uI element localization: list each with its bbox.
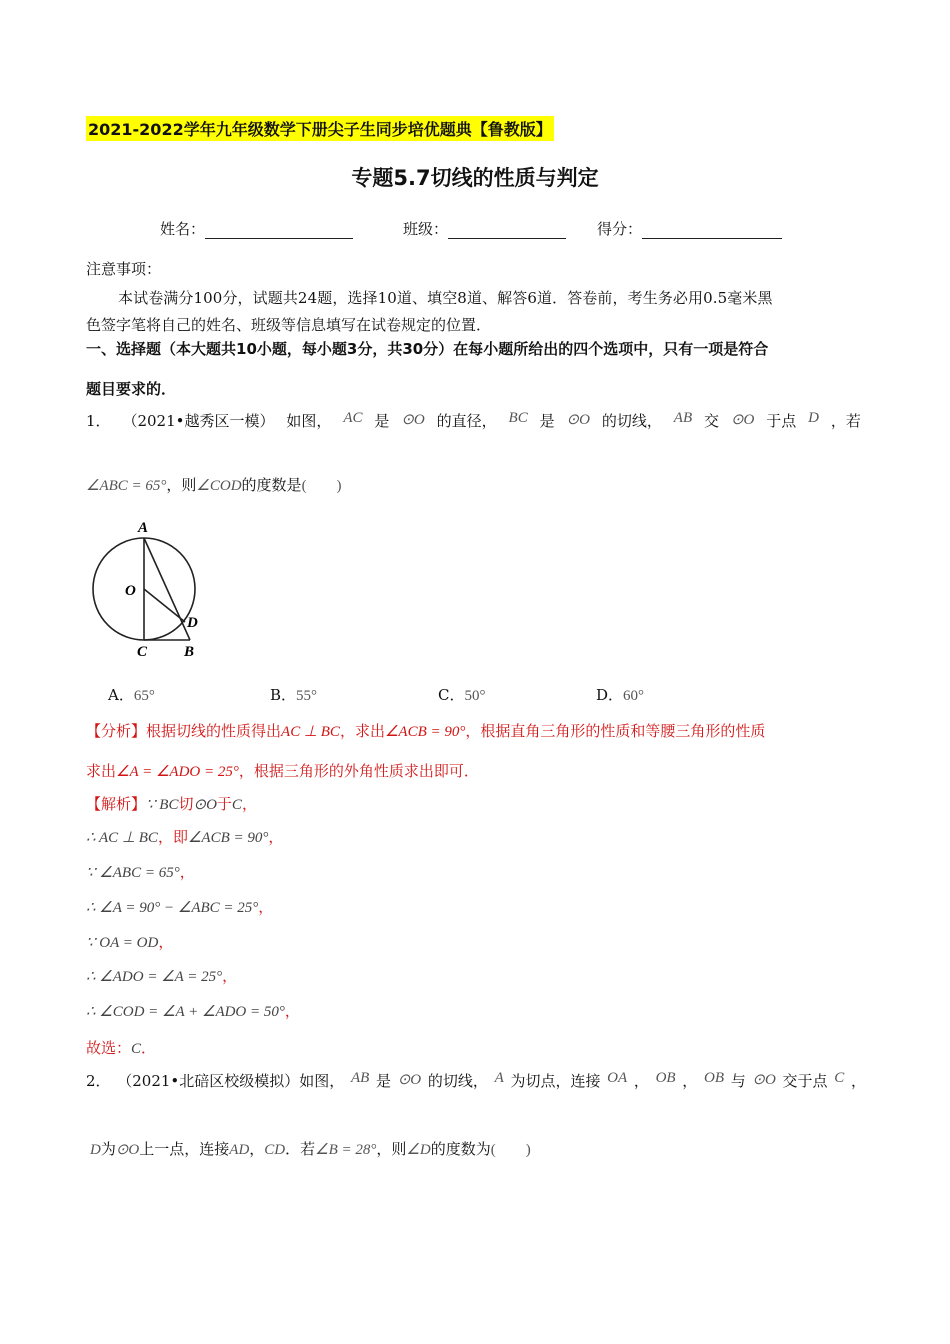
q2-math: AB	[350, 1070, 370, 1086]
solution-text: ，	[158, 933, 174, 951]
q1-text: 的度数是	[241, 476, 302, 494]
q2-source: （2021•北碚区校级模拟）如图，	[117, 1072, 345, 1090]
option-value: 65°	[133, 688, 155, 704]
option-letter: B．	[270, 686, 297, 704]
q1-math: BC	[508, 410, 528, 426]
solution-math: ∵ ∠ABC = 65°	[86, 865, 180, 881]
q1-text: 是	[539, 412, 555, 430]
question-2-line-1	[86, 1070, 866, 1091]
solution-text: ，	[284, 1002, 300, 1020]
solution-math: ∴ AC ⊥ BC	[86, 830, 158, 846]
q2-math: OB	[655, 1070, 676, 1086]
solution-math: ∴ ∠A = 90° − ∠ABC = 25°	[86, 900, 259, 916]
q1-text: 交	[704, 412, 720, 430]
solution-math: ∵ OA = OD	[86, 935, 159, 951]
q2-text: 为切点，连接	[510, 1072, 601, 1090]
analysis-text: 根据切线的性质得出	[146, 722, 282, 740]
option-value: 50°	[464, 688, 486, 704]
analysis-text: ，求出	[339, 722, 385, 740]
solution-math: ⊙O	[193, 797, 217, 813]
q2-text: ，	[682, 1072, 698, 1090]
q1-text: 的切线，	[601, 412, 662, 430]
answer-blank: ( )	[490, 1142, 531, 1158]
solution-math: ∠ACB = 90°	[187, 830, 269, 846]
option-a[interactable]	[108, 684, 155, 705]
solution-text: ，即	[157, 828, 188, 846]
question-1-line-1	[86, 410, 861, 431]
q1-text: 是	[374, 412, 390, 430]
option-value: 60°	[623, 688, 645, 704]
label-a: A	[138, 520, 149, 536]
q1-math: ⊙O	[566, 412, 590, 428]
analysis-text: ，根据直角三角形的性质和等腰三角形的性质	[465, 722, 766, 740]
solution-math: ∴ ∠COD = ∠A + ∠ADO = 50°	[86, 1004, 285, 1020]
q1-text: 于点	[766, 412, 797, 430]
q1-text: 如图，	[286, 412, 332, 430]
section-heading-line-1: 一、选择题（本大题共10小题，每小题3分，共30分）在每小题所给出的四个选项中，只有一项是符合	[86, 340, 769, 358]
q1-math: D	[808, 410, 820, 426]
label-c: C	[137, 644, 148, 660]
q1-math: AC	[343, 410, 363, 426]
section-heading-line-2: 题目要求的．	[86, 380, 177, 398]
q1-math: ∠COD	[196, 478, 242, 494]
q2-text: 的度数为	[430, 1140, 491, 1158]
q2-text: 的切线，	[427, 1072, 488, 1090]
question-1-line-2	[86, 474, 342, 495]
q1-math: ∠ABC = 65°	[86, 478, 167, 494]
page-title: 专题5.7切线的性质与判定	[351, 166, 599, 190]
solution-text: ，	[241, 795, 257, 813]
q2-text: ，	[249, 1140, 265, 1158]
q1-source: （2021•越秀区一模）	[122, 412, 275, 430]
solution-text: ，	[179, 863, 195, 881]
q2-text: ．若	[285, 1140, 316, 1158]
solution-line-1	[86, 793, 257, 814]
analysis-math: ∠A = ∠ADO = 25°	[116, 764, 239, 780]
analysis-text: ，根据三角形的外角性质求出即可．	[238, 762, 479, 780]
score-field[interactable]	[597, 218, 782, 239]
class-field[interactable]	[403, 218, 566, 239]
analysis-tag: 【分析】	[86, 722, 147, 740]
solution-line-6	[86, 965, 237, 986]
q2-math: A	[494, 1070, 504, 1086]
analysis-math: AC ⊥ BC	[281, 724, 340, 740]
q1-math: ⊙O	[730, 412, 755, 428]
name-label: 姓名：	[160, 220, 206, 238]
solution-text: 于	[216, 795, 232, 813]
q2-text: ，则	[376, 1140, 407, 1158]
segment-od	[144, 589, 185, 622]
solution-text: 故选：	[86, 1039, 132, 1057]
analysis-line-1	[86, 720, 765, 741]
notes-heading: 注意事项：	[86, 260, 162, 278]
q2-math: ⊙O	[115, 1142, 140, 1158]
option-letter: D．	[596, 686, 624, 704]
q1-math: ⊙O	[401, 412, 425, 428]
q2-text: 与	[730, 1072, 746, 1090]
solution-line-5	[86, 931, 173, 952]
q1-math: AB	[673, 410, 693, 426]
solution-math: ∴ ∠ADO = ∠A = 25°	[86, 969, 223, 985]
solution-answer	[86, 1037, 156, 1058]
solution-text: ，	[258, 898, 274, 916]
option-value: 55°	[296, 688, 318, 704]
label-b: B	[184, 644, 195, 660]
option-d[interactable]	[596, 684, 644, 705]
analysis-math: ∠ACB = 90°	[384, 724, 466, 740]
answer-blank: ( )	[301, 478, 342, 494]
q2-math: ∠D	[406, 1142, 431, 1158]
document-header: 2021-2022学年九年级数学下册尖子生同步培优题典【鲁教版】	[86, 116, 554, 141]
q1-number: 1．	[86, 412, 111, 430]
option-letter: A．	[108, 686, 134, 704]
question-2-line-2	[90, 1138, 531, 1159]
solution-text: ，	[268, 828, 284, 846]
notes-line-1: 本试卷满分100分，试题共24题，选择10道、填空8道、解答6道．答卷前，考生务必用0.5毫米黑	[118, 289, 773, 307]
solution-tag: 【解析】	[86, 795, 147, 813]
q2-text: ，	[633, 1072, 649, 1090]
q2-text: ，	[850, 1072, 866, 1090]
q2-number: 2．	[86, 1072, 111, 1090]
q2-text: 为	[100, 1140, 116, 1158]
option-b[interactable]	[270, 684, 317, 705]
label-o: O	[125, 583, 136, 599]
q2-math: C	[834, 1070, 845, 1086]
solution-line-3	[86, 861, 195, 882]
q2-math: ⊙O	[752, 1072, 776, 1088]
q2-math: ⊙O	[397, 1072, 422, 1088]
solution-text: 切	[178, 795, 194, 813]
secant-ab	[144, 538, 190, 640]
solution-math: C	[131, 1041, 142, 1057]
solution-math: ∵ BC	[146, 797, 179, 813]
solution-math: C	[231, 797, 242, 813]
q1-text: ，则	[166, 476, 197, 494]
name-field[interactable]	[160, 218, 353, 239]
notes-line-2: 色签字笔将自己的姓名、班级等信息填写在试卷规定的位置．	[86, 316, 492, 334]
solution-line-4	[86, 896, 273, 917]
q2-math: CD	[264, 1142, 286, 1158]
q2-math: D	[90, 1142, 101, 1158]
solution-text: ，	[222, 967, 238, 985]
analysis-text: 求出	[86, 762, 117, 780]
class-label: 班级：	[403, 220, 449, 238]
option-letter: C．	[438, 686, 465, 704]
q2-text: 是	[376, 1072, 392, 1090]
q1-text: 的直径，	[436, 412, 497, 430]
q1-text: ，若	[830, 412, 861, 430]
q2-math: ∠B = 28°	[315, 1142, 377, 1158]
circle-tangent-figure	[86, 516, 216, 662]
q2-text: 交于点	[782, 1072, 828, 1090]
q2-math: AD	[229, 1142, 250, 1158]
label-d: D	[187, 615, 198, 631]
score-label: 得分：	[597, 220, 643, 238]
q2-text: 上一点，连接	[139, 1140, 230, 1158]
solution-text: ．	[141, 1039, 157, 1057]
q2-math: OA	[607, 1070, 628, 1086]
option-c[interactable]	[438, 684, 485, 705]
solution-line-2	[86, 826, 283, 847]
solution-line-7	[86, 1000, 300, 1021]
q2-math: OB	[704, 1070, 724, 1086]
analysis-line-2	[86, 760, 479, 781]
